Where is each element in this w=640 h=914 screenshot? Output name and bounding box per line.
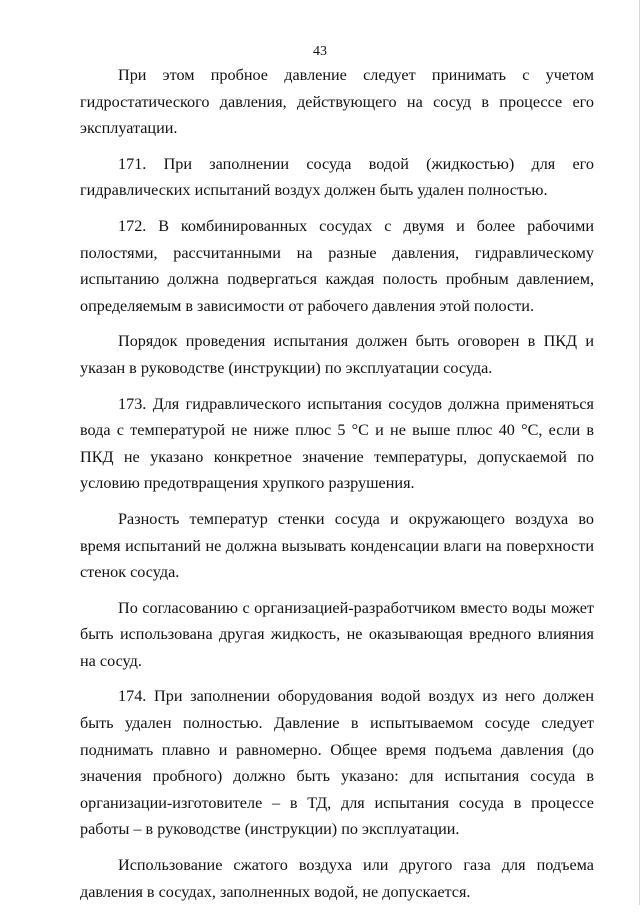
paragraph-test-procedure: Порядок проведения испытания должен быть оговорен в ПКД и указан в руководстве (инструкции) по эксплуатации сосуда. [80, 332, 594, 377]
paragraph-172: 172. В комбинированных сосудах с двумя и более рабочими полостями, рассчитанными на разные давления, гидравлическому испытанию должна подвергаться каждая полость пробным давлением, определяемым в зависимости от рабочего давления этой полости. [80, 216, 594, 315]
paragraph-alternative-liquid: По согласованию с организацией-разработчиком вместо воды может быть использована другая жидкость, не оказывающая вредного влияния на сосуд. [80, 598, 594, 670]
paragraph-173: 173. Для гидравлического испытания сосудов должна применяться вода с температурой не ниже плюс 5 °С и не выше плюс 40 °С, если в ПКД не указано конкретное значение температуры, допускаемой по условию предотвращения хрупкого разрушения. [80, 394, 594, 493]
paragraph-temperature-difference: Разность температур стенки сосуда и окружающего воздуха во время испытаний не должна вызывать конденсации влаги на поверхности стенок сосуда. [80, 509, 594, 582]
paragraph-test-pressure-note: При этом пробное давление следует принимать с учетом гидростатического давления, действующего на сосуд в процессе его эксплуатации. [80, 66, 594, 138]
paragraph-171: 171. При заполнении сосуда водой (жидкостью) для его гидравлических испытаний воздух должен быть удален полностью. [80, 154, 594, 200]
paragraph-compressed-air: Использование сжатого воздуха или другого газа для подъема давления в сосудах, заполненных водой, не допускается. [80, 856, 594, 901]
page-number: 43 [313, 44, 327, 59]
paragraph-174: 174. При заполнении оборудования водой воздух из него должен быть удален полностью. Давление в испытываемом сосуде следует поднимать плавно и равномерно. Общее время подъема давления (до значения пробного) должно быть указано: для испытания сосуда в организации-изготовителе – в ТД, для испытания сосуда в процессе работы – в руководстве (инструкции) по эксплуатации. [80, 687, 594, 839]
document-body [80, 62, 594, 914]
